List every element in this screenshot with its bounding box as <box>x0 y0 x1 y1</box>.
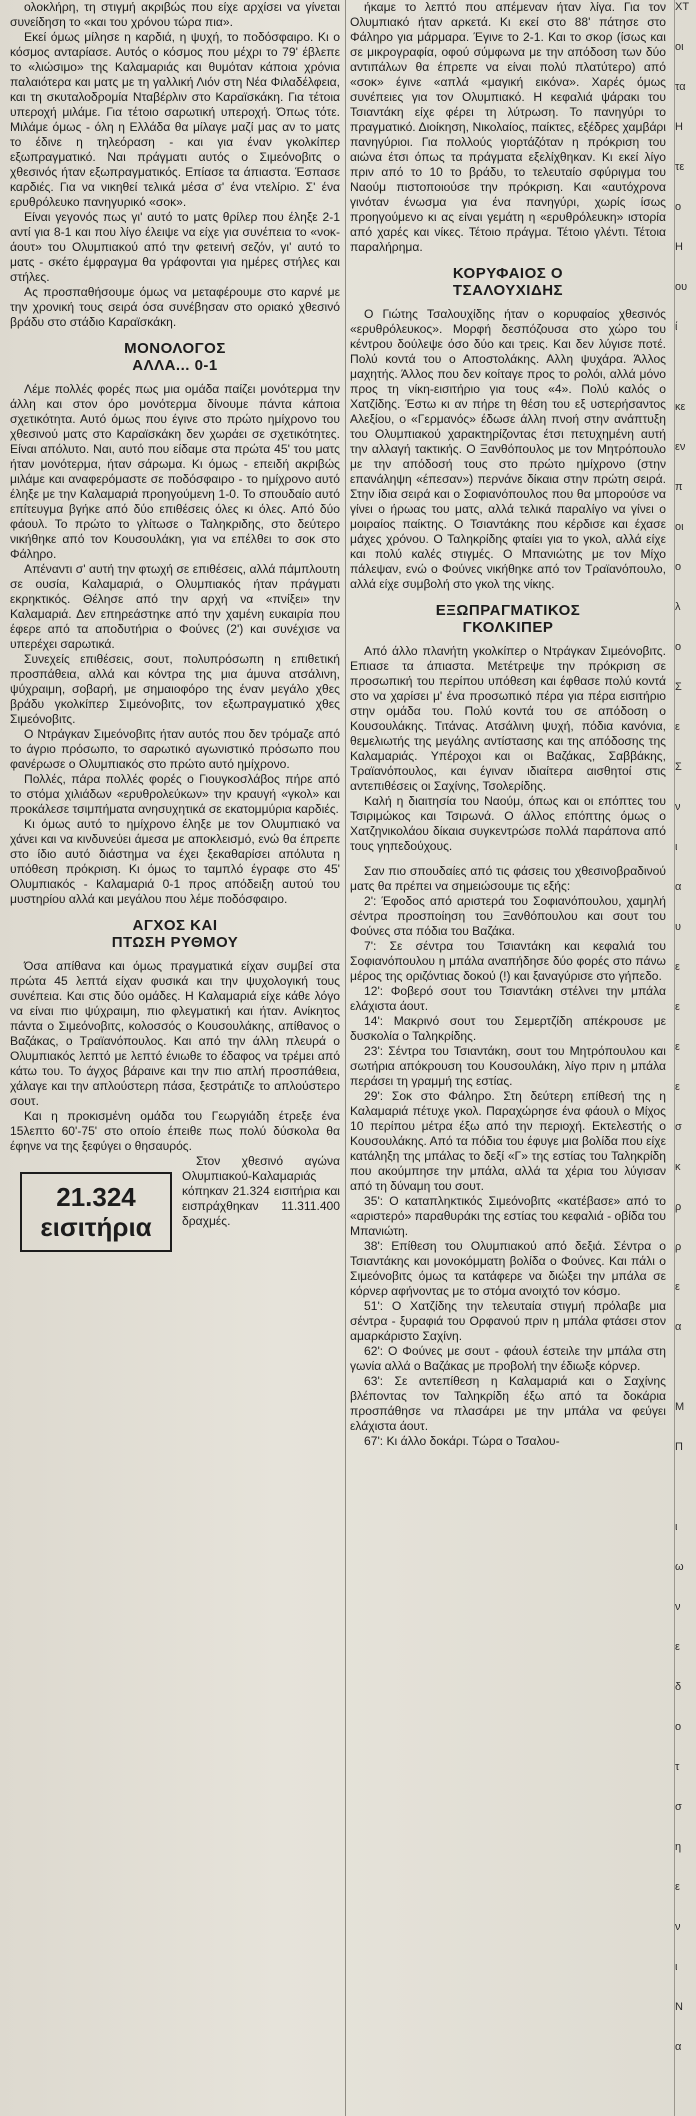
right-column <box>350 0 666 2116</box>
section-heading-koryfaios <box>350 265 666 299</box>
edge-fragment: εν <box>675 441 686 453</box>
edge-fragment: ε <box>675 961 680 973</box>
paragraph: Ο Ντράγκαν Σιμεόνοβιτς ήταν αυτός που δεν τρόμαζε από το άγριο πρόσωπο, το σαρωτικό αγωνιστικό πρόσωπο που φανέρωσε ο Ολυμπιακός στο πρώτο αυτό ημίχρονο. <box>10 727 340 771</box>
key-moment: 51': Ο Χατζίδης την τελευταία στιγμή πρόλαβε μια σέντρα - ξυραφιά του Ορφανού πριν η μπάλα φτάσει στον αμαρκάριστο Σαχίνη. <box>350 1299 666 1343</box>
edge-fragment: ου <box>675 281 688 293</box>
key-moment: 23': Σέντρα του Τσιαντάκη, σουτ του Μητρόπουλου και σωτήρια απόκρουση του Κουσουλάκη, λίγο πριν η μπάλα περάσει τη γραμμή της εστίας. <box>350 1044 666 1088</box>
edge-fragment: α <box>675 881 682 893</box>
section-heading-goalkeeper <box>350 602 666 636</box>
right-section1 <box>350 307 666 592</box>
key-moment: 62': Ο Φούνες με σουτ - φάουλ έστειλε την μπάλα στη γωνία αλλά ο Βαζάκας με προβολή την έδιωξε κόρνερ. <box>350 1344 666 1373</box>
column-rule <box>345 0 346 2116</box>
edge-fragment: ι <box>675 1961 678 1973</box>
edge-fragment <box>675 1480 696 1520</box>
edge-fragment: ο <box>675 201 682 213</box>
left-column <box>10 0 340 2116</box>
edge-fragment: τ <box>675 1761 680 1773</box>
paragraph: Καλή η διαιτησία του Ναούμ, όπως και οι επόπτες του Τσιριμώκος και Τσιρωνά. Ο άλλος επόπτης όμως ο Χατζηνικολάου δίκαια συγκεντρώσε πολλά παράπονα από τους γηπεδούχους. <box>350 794 666 853</box>
edge-fragment: Μ <box>675 1401 685 1413</box>
edge-fragment: λ <box>675 601 681 613</box>
edge-fragment: τα <box>675 81 686 93</box>
key-moment: 2': Έφοδος από αριστερά του Σοφιανόπουλου, χαμηλή σέντρα προσποίηση του Ξανθόπουλου και σουτ του Φούνες στα πόδια του Βαζάκα. <box>350 894 666 938</box>
tickets-box <box>20 1172 172 1252</box>
key-moment: 14': Μακρινό σουτ του Σεμερτζίδη απέκρουσε με δυσκολία ο Ταληκρίδης. <box>350 1014 666 1043</box>
paragraph: Απέναντι σ' αυτή την φτωχή σε επιθέσεις, αλλά πάμπλουτη σε ουσία, Καλαμαριά, ο Ολυμπιακός ήταν πράγματι εκρηκτικός. Θέλησε από την αρχή να «πνίξει» την Καλαμαριά. Δεν επηρεάστηκε από την χαμένη ευκαιρία που έφερε από τα αποδυτήρια ο Φούνες (2') και συνέχισε να υπερέχει σαρωτικά. <box>10 562 340 651</box>
edge-fragment: κε <box>675 401 686 413</box>
edge-fragment: Η <box>675 121 683 133</box>
edge-fragment: ι <box>675 841 678 853</box>
edge-fragment: η <box>675 1841 682 1853</box>
section-heading-monologos <box>10 340 340 374</box>
left-intro <box>10 0 340 330</box>
edge-fragment: δ <box>675 1681 682 1693</box>
paragraph: Από άλλο πλανήτη γκολκίπερ ο Ντράγκαν Σιμεόνοβιτς. Επιασε τα άπιαστα. Μετέτρεψε την πρόκριση σε προσωπική του περίπου υπόθεση και έφθασε πολύ κοντά στο να χαρίσει μ' ένα προσωπικό πέρα για πέρα εισιτήριο στην ομάδα του. Πολύ κοντά του σε απόδοση ο Κουσουλάκης. Τιτάνας. Ατσάλινη ψυχή, πόδια κανόνια, θεμελιωτής της μεγάλης αντίστασης και της απόδοσης της Καλαμαριάς. Υπέροχοι και οι Βαζάκας, Σαββάκης, Τραϊανόπουλος, και έγιναν ιδιαίτερα αισθητοί στις αντεπιθέσεις οι Σαχίνης, Τσολερίδης. <box>350 644 666 793</box>
left-section2 <box>10 959 340 1154</box>
edge-fragment: ο <box>675 1721 682 1733</box>
key-moment: 12': Φοβερό σουτ του Τσιαντάκη στέλνει την μπάλα ελάχιστα άουτ. <box>350 984 666 1013</box>
edge-fragment: ε <box>675 721 680 733</box>
key-moment: 35': Ο καταπληκτικός Σιμεόνοβιτς «κατέβασε» από το «αριστερό» παραθυράκι της εστίας του κεφαλιά - οβίδα του Μπανιώτη. <box>350 1194 666 1238</box>
edge-fragment: ο <box>675 561 682 573</box>
key-moments-list <box>350 894 666 1449</box>
edge-fragment: οι <box>675 521 684 533</box>
edge-fragment: τε <box>675 161 685 173</box>
paragraph: ολοκλήρη, τη στιγμή ακριβώς που είχε αρχίσει να γίνεται συνείδηση το «και του χρόνου τώρα πια». <box>10 0 340 29</box>
right-section2 <box>350 644 666 854</box>
edge-fragment: ν <box>675 1601 681 1613</box>
paragraph: Συνεχείς επιθέσεις, σουτ, πολυπρόσωπη η επιθετική προσπάθεια, αλλά και κόντρα της μια άμυνα ατσάλινη, ψύχραιμη, σοβαρή, με σημαιοφόρο της έναν μεγάλο χθες βράδυ γκολκίπερ Σιμεόνοβιτς, τον εξωπραγματικό χθες Σιμεόνοβιτς. <box>10 652 340 726</box>
edge-fragment: Π <box>675 1441 683 1453</box>
paragraph: Και η προκισμένη ομάδα του Γεωργιάδη έτρεξε ένα 15λεπτο 60'-75' στο οποίο έπειθε πως πολύ δύσκολα θα έφηνε να της ξεφύγει ο θησαυρός. <box>10 1109 340 1153</box>
paragraph: Είναι γεγονός πως γι' αυτό το ματς θρίλερ που έληξε 2-1 αντί για 8-1 και που λίγο έλειψε να είχε για συνέπεια το «νοκ-άουτ» του Ολυμπιακού από την φετεινή σεζόν, γι' αυτό το ματς - σκέτο έμφραγμα θα γράφονται για ημέρες στήλες και στήλες. <box>10 210 340 284</box>
edge-fragment: ί <box>675 321 678 333</box>
heading-line: ΓΚΟΛΚΙΠΕΡ <box>462 619 554 636</box>
edge-fragment <box>675 1360 696 1400</box>
edge-fragment: ν <box>675 1921 681 1933</box>
edge-fragment: ε <box>675 1281 680 1293</box>
adjacent-column-edge <box>674 0 696 2116</box>
edge-fragment: ρ <box>675 1241 682 1253</box>
right-intro <box>350 0 666 255</box>
paragraph: Ο Γιώτης Τσαλουχίδης ήταν ο κορυφαίος χθεσινός «ερυθρόλευκος». Μορφή δεσπόζουσα στο χώρο του κέντρου δούλεψε όσο δύο και τρεις. Και δεν λύγισε ποτέ. Πολύ κοντά του ο Αποστολάκης. Αλλη ψυχάρα. Άλλος μαχητής. Άλλος που δεν κοίταγε προς το ρολόι, αλλά μόνο προς τη νίκη-εισιτήριο για τους «4». Πολύ καλός ο Χατζίδης. Έστω κι αν πήρε τη θέση του εξ υστερήσαντος Αλεξίου, ο «Γερμανός» έδωσε άλλη πνοή στην ανάπτυξη του Ολυμπιακού χαρακτηρίζοντας έτσι πετυχημένη αυτή την αλλαγή τακτικής. Ο Ξανθόπουλος με τον Μητρόπουλο με την απόδοσή τους στο πρώτο ημίχρονο (στην επανάληψη «έπεσαν») περνάνε δίκαια στην πρώτη σειρά. Στην ίδια σειρά και ο Σοφιανόπουλος που θα μπορούσε να γίνει ο ήρωας του ματς, αλλά τελικά παραλίγο να γίνει ο μοιραίος παίκτης. Ο Τσιαντάκης που κέρδισε και έχασε μάχες χρόνου. Ο Ταληκρίδης φταίει για το γκολ, αλλά είχε και πολύ καλές στιγμές. Ο Μπανιώτης με τον Μίχο πάλεψαν, ενώ ο Φούνες νικήθηκε από τον Τραϊανόπουλο, αλλά είχε συμβολή στο γκολ της νίκης. <box>350 307 666 591</box>
edge-fragment: ε <box>675 1081 680 1093</box>
key-moments <box>350 864 666 1449</box>
edge-fragment: ι <box>675 1521 678 1533</box>
paragraph: Κι όμως αυτό το ημίχρονο έληξε με τον Ολυμπιακό να χάνει και να κινδυνεύει άμεσα με αποκλεισμό, ενώ θα έπρεπε στο ίδιο αυτό διάστημα να έχει ξεκαθαρίσει απόλυτα η υπόθεση πρόκριση. Κι όμως το ταμπλό έγραφε στο 45' Ολυμπιακός - Καλαμαριά 0-1 προς απόδειξη αυτού του μυστηρίου αλλά και μεγάλου που λέμε ποδόσφαιρο. <box>10 817 340 906</box>
key-moment: 63': Σε αντεπίθεση η Καλαμαριά και ο Σαχίνης βλέποντας τον Ταληκρίδη έξω από τα δοκάρια προσπάθησε να πλασάρει με την μπάλα να φεύγει ελάχιστα άουτ. <box>350 1374 666 1433</box>
key-moment: 7': Σε σέντρα του Τσιαντάκη και κεφαλιά του Σοφιανόπουλου η μπάλα αναπήδησε δύο φορές στο πάνω μέρος της οριζόντιας δοκού (!) και ξαναγύρισε στο γήπεδο. <box>350 939 666 983</box>
key-moment: 67': Κι άλλο δοκάρι. Τώρα ο Τσαλου- <box>364 1434 560 1448</box>
edge-fragment: α <box>675 2041 682 2053</box>
key-moments-intro: Σαν πιο σπουδαίες από τις φάσεις του χθεσινοβραδινού ματς θα πρέπει να σημειώσουμε τις εξής: <box>350 864 666 893</box>
heading-line: ΠΤΩΣΗ ΡΥΘΜΟΥ <box>111 934 239 951</box>
tickets-word: εισιτήρια <box>40 1212 152 1242</box>
paragraph: ήκαμε το λεπτό που απέμεναν ήταν λίγα. Για τον Ολυμπιακό ήταν αρκετά. Κι εκεί στο 88' πάτησε στο Φάληρο για μάρμαρα. Έγινε το 2-1. Και το σκορ (ίσως και σε μικρογραφία, οφού σύμφωνα με την απόδοση των δύο αντιπάλων θα έπρεπε να είναι πολύ πλατύτερο) από «σοκ» έγινε «απλά «μαγική εικόνα». Χαρές όμως συνέπειες για τον Ολυμπιακό. Η κεφαλιά ψάρακι του Τσιαντάκη είχε φέρει τη λύτρωση. Το πανηγύρι το πραγματικό. Διοίκηση, Νικολαίος, παίκτες, εξέδρες χαμβάρι πανηγύριοι. Για πολλούς γιορτάζόταν η πρόκριση του αιώνα έτσι όπως τα πράγματα εξελίχθηκαν. Κι εκεί λίγο πριν από το 10 το βράδυ, το τελευταίο σφύριγμα του Ναούμ πιστοποιούσε την πρόκριση. Και «αυτόχρονα γινόταν ένωσμα για ένα πανηγύρι, χωρίς ίσως προηγούμενο κι ας είναι γεμάτη η «ερυθρόλευκη» ιστορία από χαρές και νίκες. Τέτοιο πράγμα. Τέτοιο γλέντι. Τέτοια παραλήρημα. <box>350 0 666 254</box>
edge-fragment <box>675 360 696 400</box>
heading-line: ΕΞΩΠΡΑΓΜΑΤΙΚΟΣ <box>435 602 581 619</box>
edge-fragment: ε <box>675 1881 680 1893</box>
heading-line: ΤΣΑΛΟΥΧΙΔΗΣ <box>452 282 564 299</box>
paragraph: Όσα απίθανα και όμως πραγματικά είχαν συμβεί στα πρώτα 45 λεπτά είχαν φυσικά και την ψυχολογική τους συνέπεια. Και στις δύο ομάδες. Η Καλαμαριά είχε κάθε λόγο να είναι πιο ψύχραιμη, πιο φλεγματική και ήταν. Ανίκητος πάντα ο Σιμεόνοβιτς, κολοσσός ο Κουσουλάκης, απίθανος ο Βαζάκας, ο Τραϊανόπουλος. Και από την άλλη πλευρά ο Ολυμπιακός λεπτό με λεπτό ένιωθε το έδαφος να τρέμει από κάτω του. Το άγχος βάραινε και την πιο απλή προσπάθεια, χάλαγε και την απλούστερη πάσα, ξεστράτιζε το απλούστερο σουτ. <box>10 959 340 1108</box>
heading-line: ΑΓΧΟΣ ΚΑΙ <box>132 917 218 934</box>
edge-fragment: ε <box>675 1001 680 1013</box>
edge-fragment: Σ <box>675 681 682 693</box>
heading-line: ΜΟΝΟΛΟΓΟΣ <box>124 340 226 357</box>
edge-fragment: ε <box>675 1041 680 1053</box>
edge-fragment: Η <box>675 241 683 253</box>
paragraph: Λέμε πολλές φορές πως μια ομάδα παίζει μονότερμα την άλλη και στον όρο μονότερμα δίνουμε πάντα κάποια σχετικότητα. Αυτό όμως που έγινε στο πρώτο ημίχρονο του χθεσινού ματς στο Καραϊσκάκη δεν χωράει σε σχετικότητες. Είναι απόλυτο. Ναι, αυτό που είδαμε στα πρώτα 45' του ματς ήταν μονότερμα, ήταν σάρωμα. Κι όμως - επειδή ακριβώς μιλάμε και αναφερόμαστε σε ποδόσφαιρο - το ημίχρονο αυτό έληξε με την Καλαμαριά προηγούμενη 1-0. Το σπουδαίο αυτό επίτευγμα βγήκε από δύο επιθέσεις όλες κι όλες. Από δύο φάουλ. Το πρώτο το γλίτωσε ο Ταληκριδης, στο δεύτερο νικήθηκε από τον Κουσουλάκη, για να επέλθει το σοκ στο Φάληρο. <box>10 382 340 561</box>
edge-fragment: Σ <box>675 761 682 773</box>
edge-fragment: ν <box>675 801 681 813</box>
edge-fragment: Ν <box>675 2001 683 2013</box>
paragraph: Πολλές, πάρα πολλές φορές ο Γιουγκοσλάβος πήρε από το στόμα χιλιάδων «ερυθρολεύκων» την κραυγή «γκολ» και προκάλεσε τσιμπήματα ανησυχητικά σε εκατομμύρια καρδιές. <box>10 772 340 816</box>
heading-line: ΚΟΡΥΦΑΙΟΣ Ο <box>452 265 564 282</box>
edge-fragment: οι <box>675 41 684 53</box>
paragraph: Εκεί όμως μίλησε η καρδιά, η ψυχή, το ποδόσφαιρο. Κι ο κόσμος ανταρίασε. Αυτός ο κόσμος που μέχρι το 79' έβλεπε το «λιώσιμο» της Καλαμαριάς και θυμόταν κάποια χρόνια παλαιότερα και ματς με τη γαλλική Λιόν στη Νέα Φιλαδέλφεια, και τη σκυταλοδρομία Νταβέρλιν στο Καραϊσκάκη. Για τέτοια υπεροχή μιλάμε. Για τέτοιο σαρωτική υπεροχή. Όπως τότε. Μιλάμε όμως - όλη η Ελλάδα θα μίλαγε μαζί μας αν το ματς το έδινε η τηλεόραση - και για έναν γκολκίπερ εξωπραγματικό. Ναι πράγματι αυτός ο Σιμεόνοβιτς ο χθεσινός ήταν εξωπραγματικός. Επίασε τα άπιαστα. Έσπασε καρδιές. Για να νικηθεί τελικά μέσα σ' ένα ντελίριο. Σ' ένα ερυθρόλευκο πανηγυρικό «σοκ». <box>10 30 340 209</box>
left-section1 <box>10 382 340 907</box>
edge-fragment: κ <box>675 1161 681 1173</box>
edge-fragment: α <box>675 1321 682 1333</box>
paragraph: Ας προσπαθήσουμε όμως να μεταφέρουμε στο καρνέ με την χρονική τους σειρά όσα συνέβησαν στο οριακό χθεσινό βράδυ στο στάδιο Καραϊσκάκη. <box>10 285 340 329</box>
key-moment: 38': Επίθεση του Ολυμπιακού από δεξιά. Σέντρα ο Τσιαντάκης και μονοκόμματη βολίδα ο Φούνες. Και πάλι ο Σιμεόνοβιτς όμως τα κατάφερε να διώξει την μπάλα σε κόρνερ αφήνοντας με το στόμα ανοιχτό τον κόσμο. <box>350 1239 666 1298</box>
edge-fragment: ΧΤ <box>675 1 690 13</box>
edge-fragment: σ <box>675 1121 682 1133</box>
edge-fragment: ε <box>675 1641 680 1653</box>
tickets-caption: Στον χθεσινό αγώνα Ολυμπιακού-Καλαμαριάς κόπηκαν 21.324 εισιτήρια και εισπράχθηκαν 11.311.400 δραχμές. <box>182 1154 340 1228</box>
key-moment: 29': Σοκ στο Φάληρο. Στη δεύτερη επίθεσή της η Καλαμαριά πέτυχε γκολ. Παραχώρησε ένα φάουλ ο Μίχος 10 περίπου μέτρα έξω από την περιοχή. Εκτελεστής ο Κουσουλάκης. Από τα πόδια του έφυγε μια βολίδα που είχε κατάληξη της μπάλας το δεξί «Γ» της εστίας του Ταληκρίδη που ακούμπησε την μπάλα, αλλά τα χέρια του λύγισαν από τη δύναμη του σουτ. <box>350 1089 666 1193</box>
edge-text <box>675 0 696 2080</box>
edge-fragment: υ <box>675 921 682 933</box>
edge-fragment: σ <box>675 1801 682 1813</box>
section-heading-agxos <box>10 917 340 951</box>
tickets-number: 21.324 <box>56 1182 136 1212</box>
edge-fragment: ο <box>675 641 682 653</box>
edge-fragment: ω <box>675 1561 684 1573</box>
heading-line: ΑΛΛΑ... 0-1 <box>132 357 218 374</box>
edge-fragment: ρ <box>675 1201 682 1213</box>
edge-fragment: π <box>675 481 683 493</box>
